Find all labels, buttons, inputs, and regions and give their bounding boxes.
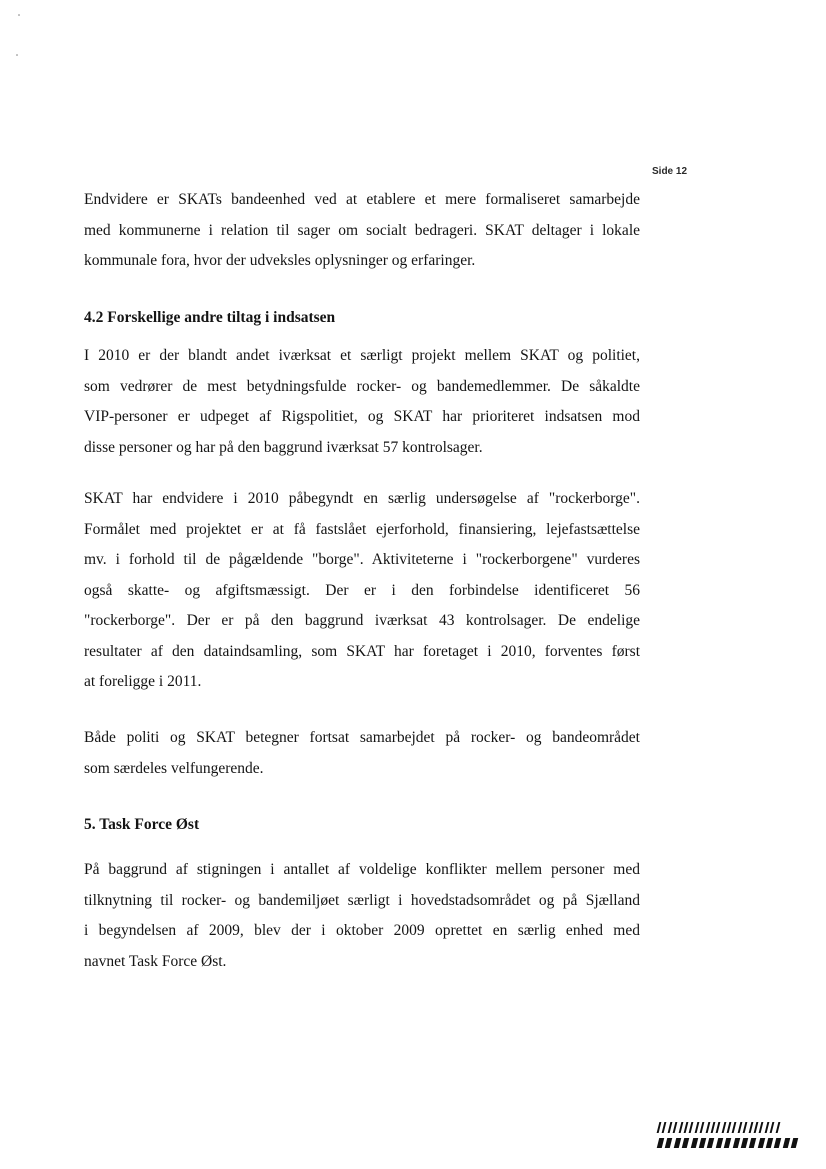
text-line: resultater af den dataindsamling, som SKAT har foretaget i 2010, forventes først [84, 642, 640, 660]
text-line: Både politi og SKAT betegner fortsat samarbejdet på rocker- og bandeområdet [84, 729, 640, 746]
text-line: kommunale fora, hvor der udveksles oplysninger og erfaringer. [84, 252, 476, 269]
text-line: i begyndelsen af 2009, blev der i oktober 2009 oprettet en særlig enhed med [84, 922, 640, 939]
text-line: VIP-personer er udpeget af Rigspolitiet, og SKAT har prioriteret indsatsen mod [84, 408, 640, 425]
text-line: at foreligge i 2011. [84, 673, 202, 690]
scan-specks [14, 10, 44, 70]
paragraph-bandeenhed [84, 185, 640, 277]
section-heading-5: 5. Task Force Øst [84, 816, 200, 833]
text-line: SKAT har endvidere i 2010 påbegyndt en særlig undersøgelse af "rockerborge". [84, 490, 640, 507]
text-line: som særdeles velfungerende. [84, 759, 264, 777]
paragraph-samarbejde [84, 723, 640, 784]
paragraph-task-force [84, 855, 640, 977]
text-line: tilknytning til rocker- og bandemiljøet særligt i hovedstadsområdet og på Sjælland [84, 891, 640, 909]
barcode-icon [658, 1122, 794, 1152]
text-line: Endvidere er SKATs bandeenhed ved at etablere et mere formaliseret samarbejde [84, 191, 640, 208]
barcode-top-row [658, 1122, 779, 1133]
text-line: navnet Task Force Øst. [84, 952, 227, 970]
text-line: som vedrører de mest betydningsfulde rocker- og bandemedlemmer. De såkaldte [84, 377, 640, 395]
section-heading-4-2: 4.2 Forskellige andre tiltag i indsatsen [84, 309, 336, 326]
text-line: med kommunerne i relation til sager om socialt bedrageri. SKAT deltager i lokale [84, 221, 640, 239]
paragraph-vip-projekt [84, 341, 640, 463]
text-line: "rockerborge". Der er på den baggrund iværksat 43 kontrolsager. De endelige [84, 612, 640, 629]
text-line: Formålet med projektet er at få fastslået ejerforhold, finansiering, lejefastsættelse [84, 520, 640, 538]
text-line: På baggrund af stigningen i antallet af voldelige konflikter mellem personer med [84, 861, 640, 878]
barcode-bottom-row [658, 1138, 797, 1148]
text-line: disse personer og har på den baggrund iværksat 57 kontrolsager. [84, 438, 483, 456]
paragraph-rockerborge [84, 484, 640, 698]
text-line: mv. i forhold til de pågældende "borge". Aktiviteterne i "rockerborgene" vurderes [84, 551, 640, 568]
text-line: også skatte- og afgiftsmæssigt. Der er i den forbindelse identificeret 56 [84, 581, 640, 599]
text-line: I 2010 er der blandt andet iværksat et særligt projekt mellem SKAT og politiet, [84, 347, 640, 364]
page-number: Side 12 [652, 166, 688, 177]
